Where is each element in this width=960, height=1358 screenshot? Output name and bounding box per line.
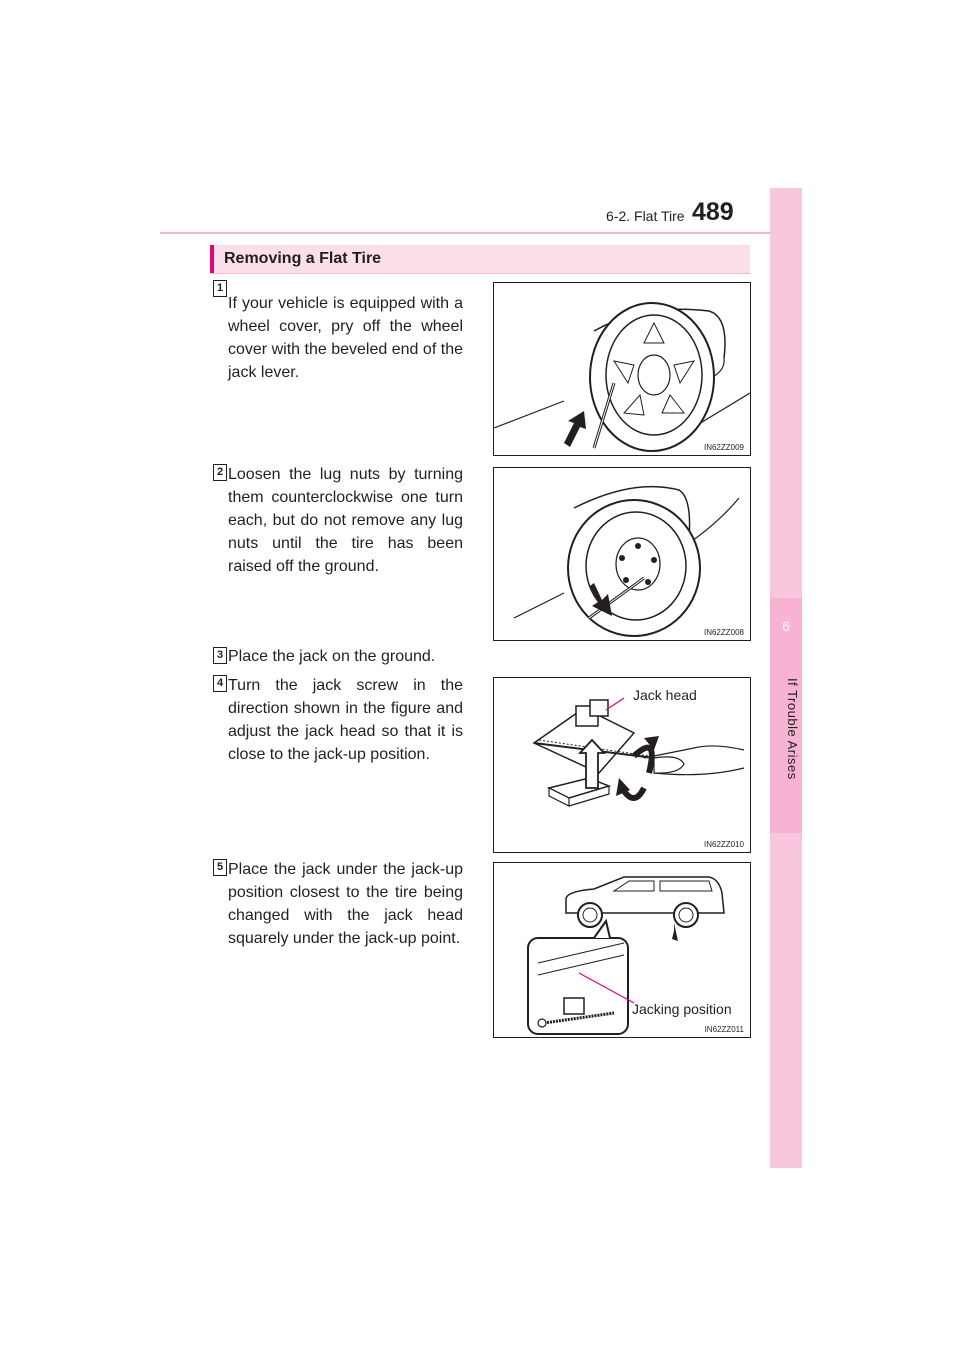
step-number-5: 5 (213, 859, 227, 876)
jack-illustration (494, 678, 750, 852)
figure-code-1: IN62ZZ009 (703, 443, 744, 452)
figure-code-2: IN62ZZ008 (703, 628, 744, 637)
figure-loosen-lug-nuts (493, 467, 751, 641)
chapter-tab[interactable] (770, 188, 802, 1168)
step-text-3: Place the jack on the ground. (228, 648, 436, 665)
page-number: 489 (692, 198, 734, 226)
figure-code-4: IN62ZZ010 (703, 840, 744, 849)
step-text-1: If your vehicle is equipped with a wheel cover, pry off the wheel cover with the beveled end of the jack lever. (228, 295, 463, 381)
step-text-5: Place the jack under the jack-up position closest to the tire being changed with the jack head squarely under the jack-up point. (228, 861, 463, 947)
chapter-title: If Trouble Arises (785, 678, 800, 780)
section-heading-text: Removing a Flat Tire (224, 250, 382, 267)
chapter-number: 6 (782, 618, 790, 634)
lug-nut-illustration (494, 468, 750, 640)
wheel-cover-illustration (494, 283, 750, 455)
step-number-1: 1 (213, 280, 227, 297)
step-text-4: Turn the jack screw in the direction shown in the figure and adjust the jack head so that it is close to the jack-up position. (228, 677, 463, 763)
step-number-4: 4 (213, 675, 227, 692)
callout-jack-head: Jack head (633, 687, 697, 703)
figure-remove-wheel-cover (493, 282, 751, 456)
header-rule (160, 232, 802, 234)
figure-code-5: IN62ZZ011 (704, 1025, 744, 1034)
step-text-2: Loosen the lug nuts by turning them counterclockwise one turn each, but do not remove any lug nuts until the tire has been raised off the ground. (228, 466, 463, 575)
figure-jack-screw (493, 677, 751, 853)
section-heading (210, 245, 750, 274)
section-label: 6-2. Flat Tire (606, 208, 685, 224)
step-number-2: 2 (213, 464, 227, 481)
step-number-3: 3 (213, 647, 227, 664)
callout-jacking-position: Jacking position (632, 1001, 732, 1017)
